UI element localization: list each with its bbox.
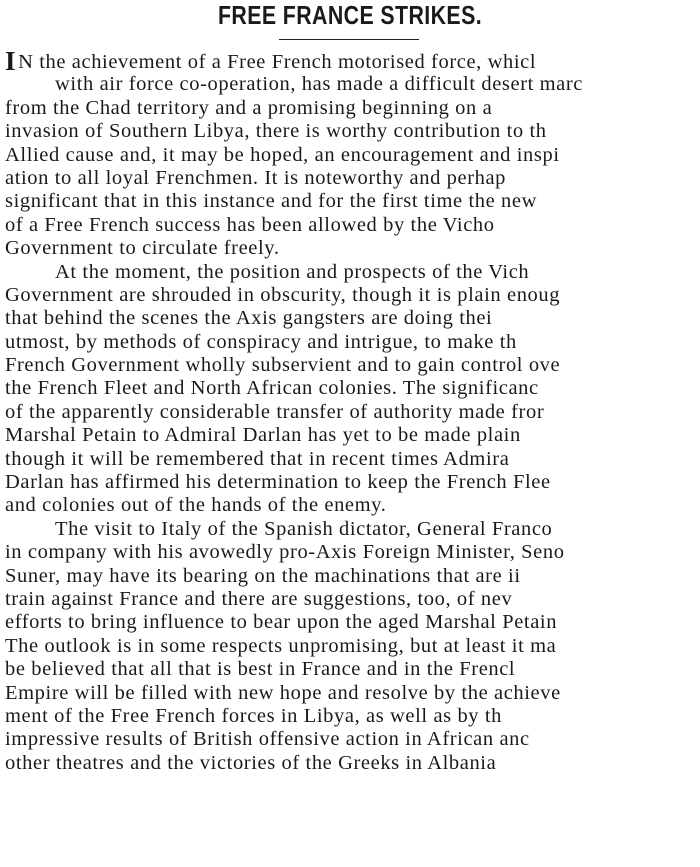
article-line: impressive results of British offensive action in African anc	[5, 728, 530, 751]
article-line: with air force co-operation, has made a difficult desert marc	[55, 73, 584, 96]
article-line: utmost, by methods of conspiracy and intrigue, to make th	[5, 330, 517, 353]
paragraph-start-line: At the moment, the position and prospects of the Vich	[55, 260, 530, 283]
article-line: be believed that all that is best in France and in the Frencl	[5, 658, 516, 681]
article-line: other theatres and the victories of the Greeks in Albania	[5, 751, 497, 774]
paragraph-start-line: The visit to Italy of the Spanish dictator, General Franco	[55, 517, 553, 540]
article-line: significant that in this instance and for the first time the new	[5, 190, 537, 213]
article-line: The outlook is in some respects unpromising, but at least it ma	[5, 634, 557, 657]
article-line: ment of the Free French forces in Libya, as well as by th	[5, 704, 503, 727]
article-line: Marshal Petain to Admiral Darlan has yet to be made plain	[5, 424, 521, 447]
article-line: of the apparently considerable transfer of authority made fror	[5, 400, 545, 423]
headline-rule	[279, 39, 419, 40]
article-line: of a Free French success has been allowed by the Vicho	[5, 213, 495, 236]
article-line: Government are shrouded in obscurity, though it is plain enoug	[5, 283, 561, 306]
article-line: that behind the scenes the Axis gangsters are doing thei	[5, 307, 493, 330]
article-line: Darlan has affirmed his determination to keep the French Flee	[5, 471, 551, 494]
article-line: Suner, may have its bearing on the machinations that are ii	[5, 564, 521, 587]
article-line: from the Chad territory and a promising beginning on a	[5, 96, 493, 119]
dropcap-letter: I	[5, 46, 17, 76]
article-line: Allied cause and, it may be hoped, an encouragement and inspi	[5, 143, 560, 166]
article-body	[5, 46, 700, 775]
article-line: French Government wholly subservient and to gain control ove	[5, 354, 561, 377]
article-line: train against France and there are suggestions, too, of nev	[5, 587, 513, 610]
article-line: Government to circulate freely.	[5, 237, 280, 260]
article-line: Empire will be filled with new hope and resolve by the achieve	[5, 681, 561, 704]
article-line-text: N the achievement of a Free French motorised force, whicl	[18, 51, 537, 73]
article-line: in company with his avowedly pro-Axis Foreign Minister, Seno	[5, 541, 565, 564]
article-line: and colonies out of the hands of the enemy.	[5, 494, 387, 517]
article-line: the French Fleet and North African colonies. The significanc	[5, 377, 539, 400]
article-line	[5, 46, 700, 76]
article-line: ation to all loyal Frenchmen. It is noteworthy and perhap	[5, 166, 507, 189]
headline: FREE FRANCE STRIKES.	[217, 0, 483, 30]
article-line: invasion of Southern Libya, there is worthy contribution to th	[5, 120, 547, 143]
article-line: though it will be remembered that in recent times Admira	[5, 447, 510, 470]
article-line: efforts to bring influence to bear upon the aged Marshal Petain	[5, 611, 558, 634]
